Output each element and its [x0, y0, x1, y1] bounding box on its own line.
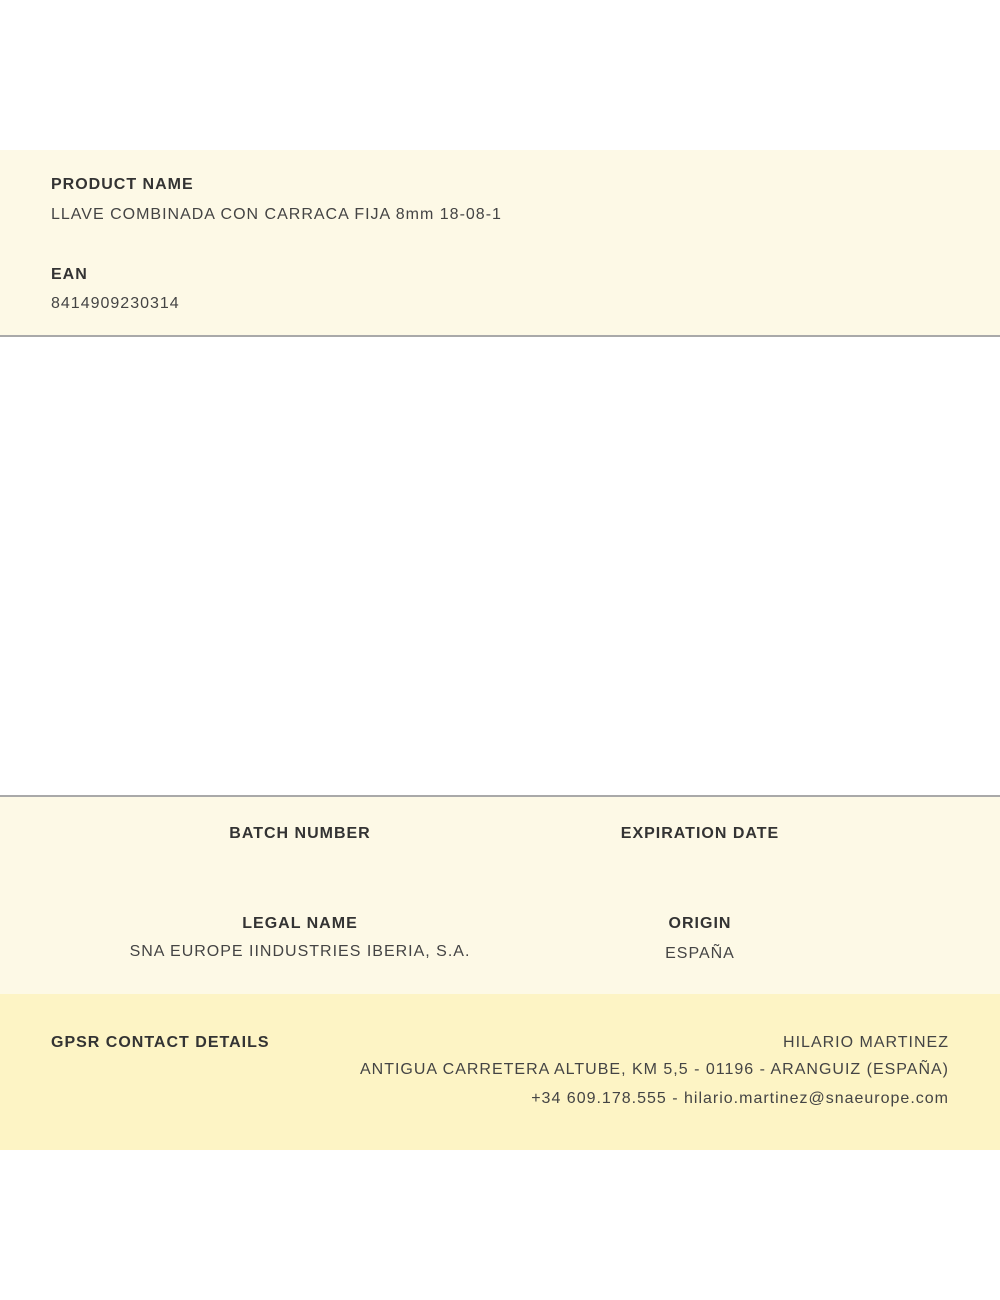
- contact-phone-email: +34 609.178.555 - hilario.martinez@snaeurope.com: [531, 1090, 949, 1107]
- legal-name-label: LEGAL NAME: [242, 915, 358, 932]
- gpsr-contact-section: [0, 994, 1000, 1150]
- product-name-value: LLAVE COMBINADA CON CARRACA FIJA 8mm 18-08-1: [51, 206, 502, 223]
- contact-address: ANTIGUA CARRETERA ALTUBE, KM 5,5 - 01196 - ARANGUIZ (ESPAÑA): [359, 1061, 949, 1078]
- legal-name-value: SNA EUROPE IINDUSTRIES IBERIA, S.A.: [129, 943, 471, 960]
- batch-number-label: BATCH NUMBER: [229, 825, 371, 842]
- origin-value: ESPAÑA: [665, 945, 735, 962]
- gpsr-contact-label: GPSR CONTACT DETAILS: [51, 1034, 270, 1051]
- ean-value: 8414909230314: [51, 295, 180, 312]
- ean-label: EAN: [51, 266, 88, 283]
- contact-name: HILARIO MARTINEZ: [783, 1034, 949, 1051]
- expiration-date-label: EXPIRATION DATE: [620, 825, 780, 842]
- product-info-section: [0, 150, 1000, 337]
- origin-label: ORIGIN: [668, 915, 732, 932]
- details-section: [0, 795, 1000, 996]
- product-name-label: PRODUCT NAME: [51, 176, 194, 193]
